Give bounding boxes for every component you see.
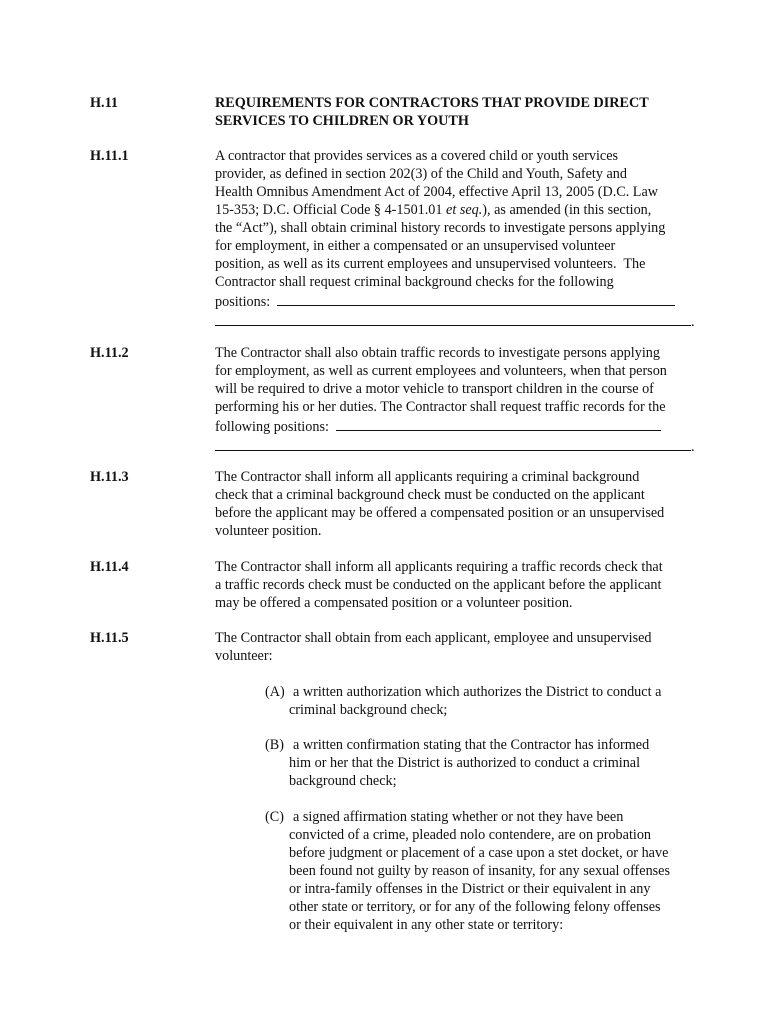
field-label: following positions: [215, 419, 329, 435]
text-line: check that a criminal background check must be conducted on the applicant [215, 487, 645, 503]
heading-line: SERVICES TO CHILDREN OR YOUTH [215, 113, 469, 129]
list-item-c [265, 808, 705, 934]
section-body [215, 147, 700, 331]
list-item-text [265, 683, 705, 719]
text-line: before judgment or placement of a case upon a stet docket, or have [289, 845, 669, 861]
text-line: a written confirmation stating that the Contractor has informed [293, 737, 650, 753]
list-item-b [265, 736, 705, 790]
text-line: The Contractor shall obtain from each applicant, employee and unsupervised [215, 630, 652, 646]
section-body [215, 468, 700, 540]
list-item-label: (A) [265, 684, 285, 700]
section-body [215, 558, 700, 612]
section-number: H.11 [90, 95, 118, 111]
period: . [691, 314, 695, 330]
section-body [215, 629, 700, 665]
text-line: A contractor that provides services as a covered child or youth services [215, 148, 619, 164]
text-line: or intra-family offenses in the District or their equivalent in any [289, 881, 651, 897]
italic-text: et seq. [446, 202, 483, 218]
text-line: a signed affirmation stating whether or not they have been [293, 809, 624, 825]
text-line: convicted of a crime, pleaded nolo contendere, are on probation [289, 827, 652, 843]
text-line [215, 436, 700, 456]
section-number: H.11.2 [90, 345, 129, 361]
text-line: volunteer position. [215, 523, 322, 539]
list-item-text [265, 808, 705, 934]
text-line: The Contractor shall inform all applicants requiring a traffic records check that [215, 559, 663, 575]
text-line: volunteer: [215, 648, 273, 664]
text-line: for employment, as well as current employees and volunteers, when that person [215, 363, 667, 379]
text-line: Health Omnibus Amendment Act of 2004, effective April 13, 2005 (D.C. Law [215, 184, 659, 200]
text-line: The Contractor shall also obtain traffic records to investigate persons applying [215, 345, 660, 361]
text-line: may be offered a compensated position or a volunteer position. [215, 595, 573, 611]
text-line: position, as well as its current employees and unsupervised volunteers. The [215, 256, 646, 272]
section-heading [215, 94, 700, 130]
text-line: for employment, in either a compensated or an unsupervised volunteer [215, 238, 616, 254]
text-line: performing his or her duties. The Contractor shall request traffic records for the [215, 399, 666, 415]
text-line: will be required to drive a motor vehicle to transport children in the course of [215, 381, 654, 397]
positions-blank-continued[interactable] [215, 311, 691, 326]
text-line: background check; [289, 773, 397, 789]
text-line: Contractor shall request criminal background checks for the following [215, 274, 614, 290]
list-item-text [265, 736, 705, 790]
text-line [215, 201, 700, 219]
list-item-a [265, 683, 705, 719]
field-label: positions: [215, 294, 271, 310]
text-line: a traffic records check must be conducted on the applicant before the applicant [215, 577, 662, 593]
list-item-label: (B) [265, 737, 284, 753]
section-number: H.11.1 [90, 148, 129, 164]
text-line [215, 416, 700, 436]
text-line: him or her that the District is authorized to conduct a criminal [289, 755, 641, 771]
text-line: a written authorization which authorizes the District to conduct a [293, 684, 662, 700]
traffic-positions-blank[interactable] [336, 416, 661, 431]
text-line: criminal background check; [289, 702, 448, 718]
text-segment: 15-353; D.C. Official Code § 4-1501.01 [215, 202, 447, 218]
section-number: H.11.3 [90, 469, 129, 485]
section-number: H.11.5 [90, 630, 129, 646]
heading-line: REQUIREMENTS FOR CONTRACTORS THAT PROVIDE DIRECT [215, 95, 649, 111]
period: . [691, 439, 695, 455]
text-line [215, 311, 700, 331]
text-line: the “Act”), shall obtain criminal history records to investigate persons applying [215, 220, 666, 236]
text-segment: ), as amended (in this section, [482, 202, 652, 218]
section-body [215, 344, 700, 456]
traffic-positions-blank-continued[interactable] [215, 436, 691, 451]
text-line [215, 291, 700, 311]
text-line: provider, as defined in section 202(3) of the Child and Youth, Safety and [215, 166, 627, 182]
list-item-label: (C) [265, 809, 284, 825]
text-line: The Contractor shall inform all applicants requiring a criminal background [215, 469, 640, 485]
text-line: or their equivalent in any other state or territory: [289, 917, 564, 933]
text-line: before the applicant may be offered a compensated position or an unsupervised [215, 505, 665, 521]
positions-blank[interactable] [277, 291, 675, 306]
text-line: been found not guilty by reason of insanity, for any sexual offenses [289, 863, 671, 879]
text-line: other state or territory, or for any of the following felony offenses [289, 899, 661, 915]
section-number: H.11.4 [90, 559, 129, 575]
